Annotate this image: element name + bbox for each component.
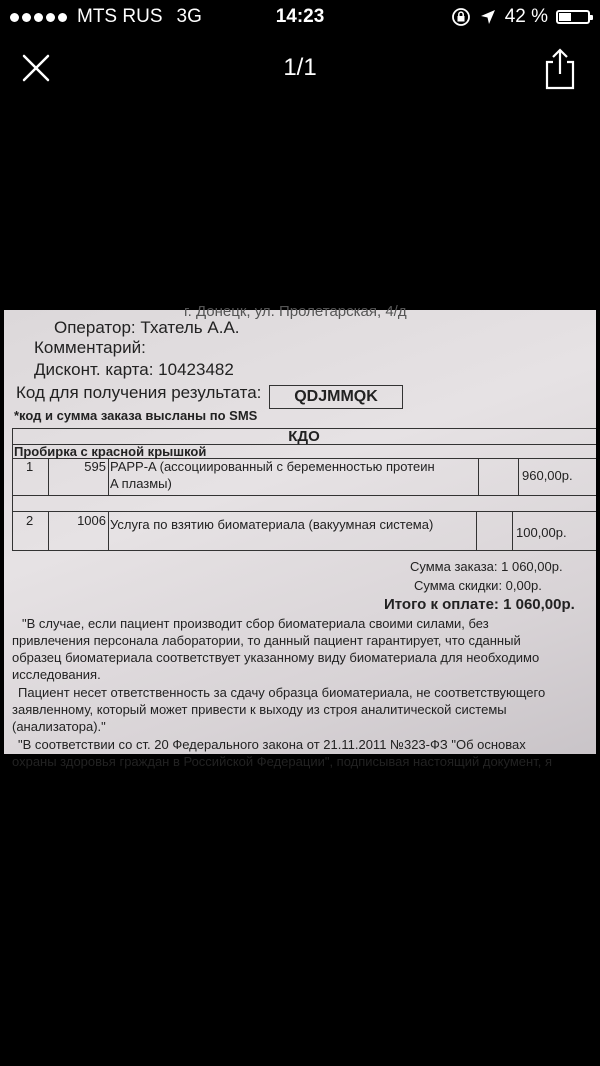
row-code: 595 [84,459,106,474]
row-price: 100,00р. [516,525,567,540]
paragraph-2-line-2: заявленному, который может привести к выходу из строя аналитической системы [12,702,507,717]
battery-percent: 42 % [504,6,548,27]
table-header: КДО [288,428,320,445]
paragraph-2-line-3: (анализатора)." [12,719,106,734]
paragraph-1-line-1: "В случае, если пациент производит сбор биоматериала своими силами, без [22,616,489,631]
total-to-pay: Итого к оплате: 1 060,00р. [384,596,575,613]
page-counter: 1/1 [283,54,317,81]
result-code-box: QDJMMQK [269,385,403,409]
status-bar [0,0,600,34]
nav-bar [0,40,600,96]
network-label: 3G [176,6,202,27]
row-name-line1: PAPP-A (ассоциированный с беременностью протеин [110,459,435,474]
row-number: 2 [26,513,34,528]
paragraph-3-line-1: "В соответствии со ст. 20 Федерального закона от 21.11.2011 №323-ФЗ "Об основах [18,737,526,752]
document-photo[interactable] [4,303,596,769]
address-fragment: г. Донецк, ул. Пролетарская, 4/д [184,303,407,320]
table-group-label: Пробирка с красной крышкой [14,444,207,459]
status-right [451,6,590,28]
comment-line: Комментарий: [34,338,146,357]
row-name-line2: A плазмы) [110,476,172,491]
operator-line: Оператор: Тхатель А.А. [54,318,240,337]
discount-sum: Сумма скидки: 0,00р. [414,578,542,593]
battery-fill [559,13,571,21]
orientation-lock-icon [451,7,471,27]
paragraph-3-line-2: охраны здоровья граждан в Российской Федерации", подписывая настоящий документ, я [12,754,552,769]
carrier-label: MTS RUS [77,6,163,27]
status-time: 14:23 [275,6,325,27]
share-button[interactable] [538,44,582,92]
row-code: 1006 [77,513,106,528]
paragraph-1-line-4: исследования. [12,667,101,682]
paragraph-1-line-3: образец биоматериала соответствует указанному виду биоматериала для необходимо [12,650,540,665]
discount-card-line: Дисконт. карта: 10423482 [34,360,234,379]
paragraph-1-line-2: привлечения персонала лаборатории, то данный пациент гарантирует, что сданный [12,633,521,648]
share-icon [538,44,582,92]
paragraph-2-line-1: Пациент несет ответственность за сдачу образца биоматериала, не соответствующего [18,685,546,700]
row-name-line1: Услуга по взятию биоматериала (вакуумная система) [110,517,434,532]
battery-icon [556,10,590,24]
row-price: 960,00р. [522,468,573,483]
sms-note: *код и сумма заказа высланы по SMS [14,408,258,423]
location-arrow-icon [479,8,497,26]
result-code-label: Код для получения результата: [16,383,262,402]
order-sum: Сумма заказа: 1 060,00р. [410,559,563,574]
row-number: 1 [26,459,34,474]
